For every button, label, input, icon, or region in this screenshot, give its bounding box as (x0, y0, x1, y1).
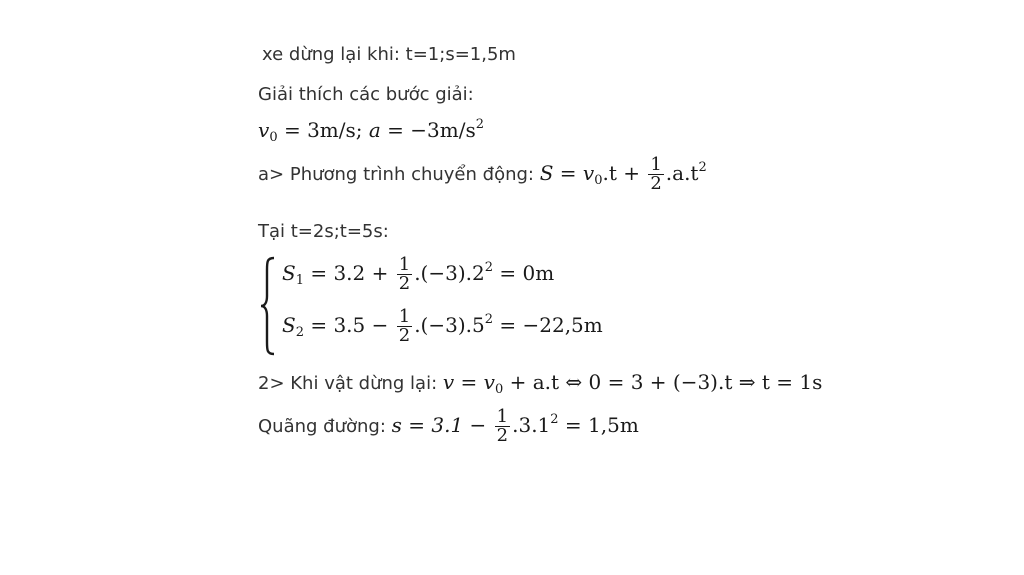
fraction: $\frac{1}{2}$ (496, 406, 509, 446)
equation-line (258, 156, 707, 193)
distance-formula: s = 3.1 − $\frac{1}{2}$ $.3.1^2 = 1,5m$ (391, 406, 639, 446)
equation-system (258, 256, 678, 356)
distance-line (258, 408, 639, 445)
equation-formula: $S = v_0.t$ + $\frac{1}{2}$ $.a.t^2$ (539, 154, 707, 194)
stop-formula: $v = v_0 + a.t$ ⇔ 0 = 3 + (−3).t ⇒ t = 1s (442, 370, 823, 397)
times-line: Tại t=2s;t=5s: (258, 221, 389, 242)
given-values: $v_0 = 3m/s$; $a = -3m/s^2$ (258, 117, 484, 145)
fraction: $\frac{1}{2}$ (398, 254, 411, 294)
distance-label: Quãng đường: (258, 416, 392, 437)
system-row-2: $S_2 = 3.5$ − $\frac{1}{2}$ $.(-3).5^2 = -22,5m$ (282, 306, 603, 346)
answer-line: xe dừng lại khi: t=1;s=1,5m (262, 44, 516, 65)
stop-line (258, 370, 823, 397)
fraction: $\frac{1}{2}$ (650, 154, 662, 194)
stop-label: 2> Khi vật dừng lại: (258, 373, 443, 394)
fraction: $\frac{1}{2}$ (398, 306, 411, 346)
explain-heading: Giải thích các bước giải: (258, 84, 474, 105)
system-row-1: $S_1 = 3.2$ + $\frac{1}{2}$ $.(-3).2^2 = 0m$ (282, 254, 555, 294)
equation-label: a> Phương trình chuyển động: (258, 164, 540, 185)
left-brace-icon (258, 256, 278, 356)
